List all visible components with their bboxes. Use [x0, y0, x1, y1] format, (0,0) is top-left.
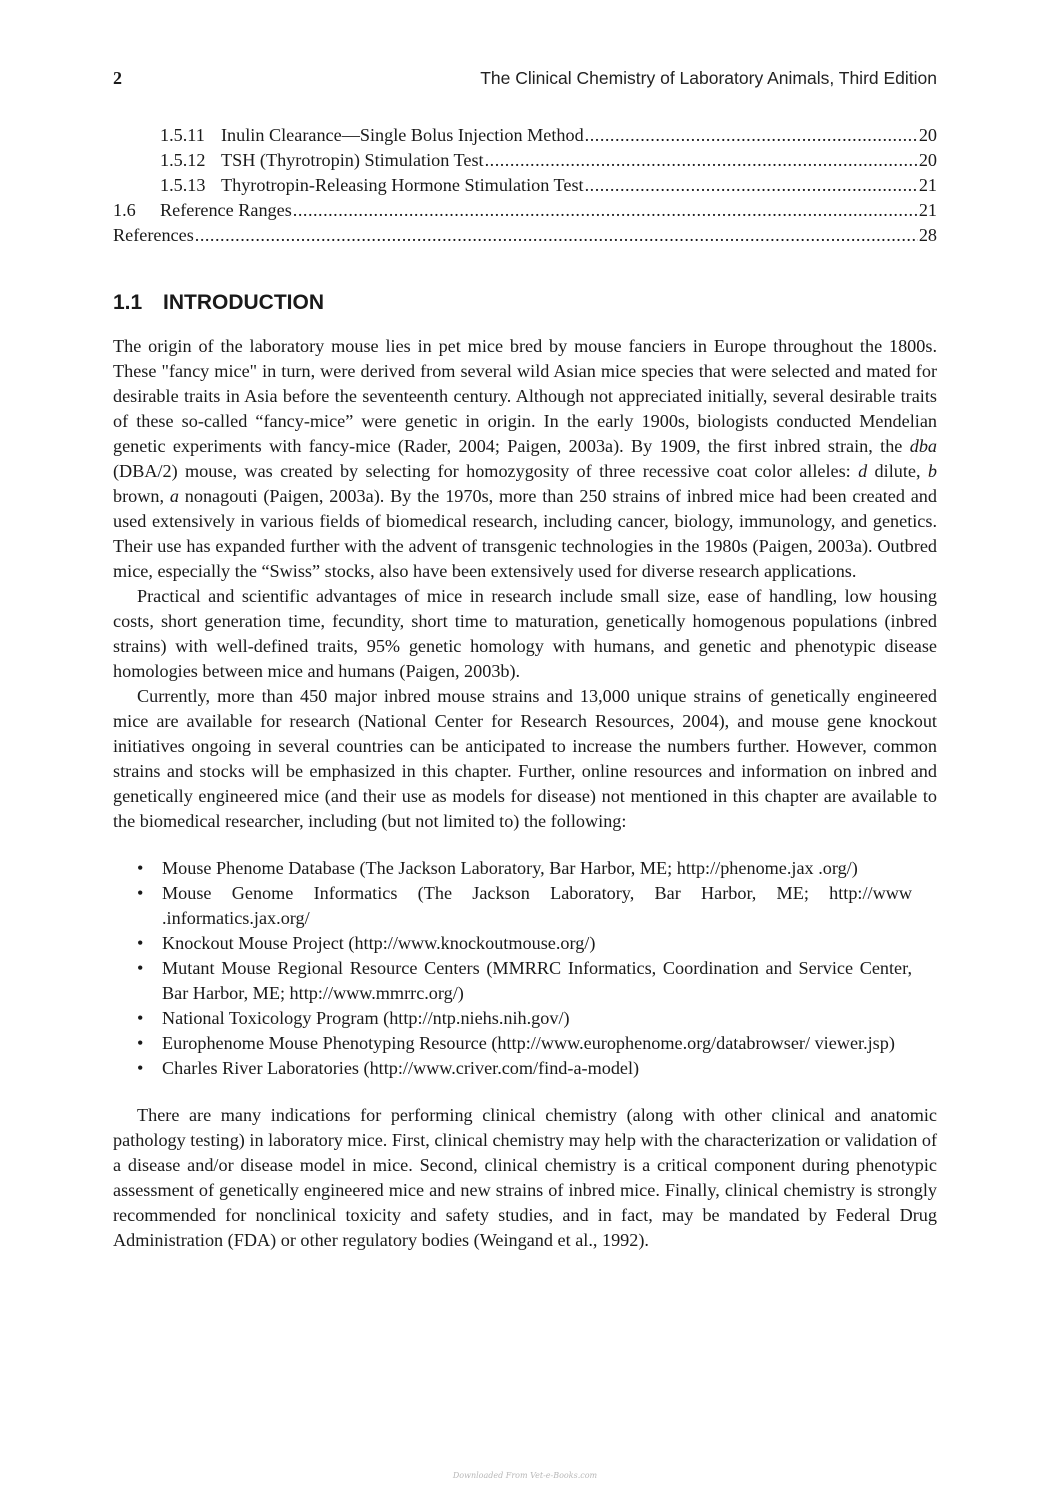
table-of-contents — [113, 123, 937, 248]
page-number: 2 — [113, 68, 122, 88]
paragraph — [113, 334, 937, 584]
toc-entry-number: 1.5.13 — [160, 175, 206, 195]
dot-leader — [585, 123, 918, 148]
text-run: The origin of the laboratory mouse lies in pet mice bred by mouse fanciers in Europe throughout the 1800s. These "fancy mice" in turn, were derived from several wild Asian mice species that were selected and mated for desirable traits in Asia before the seventeenth century. Although not appreciated initially, several desirable traits of these so-called “fancy-mice” were genetic in origin. In the early 1900s, biologists conducted Mendelian genetic experiments with fancy-mice (Rader, 2004; Paigen, 2003a). By 1909, the first inbred strain, the — [113, 336, 937, 457]
italic-term: b — [927, 461, 937, 482]
dot-leader — [195, 223, 918, 248]
toc-entry-page: 21 — [918, 175, 937, 195]
list-item[interactable] — [137, 1056, 912, 1081]
toc-entry-page: 28 — [918, 225, 937, 245]
text-run: brown, — [113, 486, 170, 507]
bullet-icon: • — [137, 1058, 144, 1079]
toc-entry[interactable] — [113, 148, 937, 173]
toc-entry-number: 1.5.11 — [160, 125, 205, 145]
section-title: INTRODUCTION — [163, 291, 324, 314]
list-item[interactable] — [137, 1031, 912, 1056]
toc-entry-title: References — [113, 225, 194, 245]
italic-term: dba — [909, 436, 937, 457]
toc-entry-page: 20 — [918, 150, 937, 170]
dot-leader — [293, 198, 918, 223]
paragraph: Practical and scientific advantages of mice in research include small size, ease of handling, low housing costs, short generation time, fecundity, short time to maturation, genetically homogenous populations (inbred strains) with well-defined traits, 95% genetic homology with humans, and genetic and phenotypic disease homologies between mice and humans (Paigen, 2003b). — [113, 586, 937, 682]
bullet-icon: • — [137, 858, 144, 879]
list-item-text: Charles River Laboratories (http://www.criver.com/find-a-model) — [162, 1058, 640, 1079]
toc-entry-title: Reference Ranges — [160, 200, 292, 220]
bullet-icon: • — [137, 933, 144, 954]
text-run: dilute, — [867, 461, 928, 482]
bullet-icon: • — [137, 958, 144, 979]
toc-entry-page: 20 — [918, 125, 937, 145]
bullet-icon: • — [137, 883, 144, 904]
list-item[interactable] — [137, 856, 912, 881]
italic-term: a — [169, 486, 179, 507]
toc-entry-title: Thyrotropin-Releasing Hormone Stimulation Test — [221, 175, 584, 195]
toc-entry-number: 1.6 — [113, 200, 136, 220]
toc-entry[interactable] — [113, 198, 937, 223]
list-item-text: Mouse Genome Informatics (The Jackson Laboratory, Bar Harbor, ME; http://www .informatics.jax.org/ — [162, 883, 912, 929]
text-run: (DBA/2) mouse, was created by selecting for homozygosity of three recessive coat color alleles: — [113, 461, 859, 482]
list-item-text: Europhenome Mouse Phenotyping Resource (http://www.europhenome.org/databrowser/ viewer.jsp) — [162, 1033, 895, 1054]
list-item-text: Mutant Mouse Regional Resource Centers (MMRRC Informatics, Coordination and Service Center, Bar Harbor, ME; http://www.mmrrc.org/) — [162, 958, 912, 1004]
paragraph: There are many indications for performing clinical chemistry (along with other clinical and anatomic pathology testing) in laboratory mice. First, clinical chemistry may help with the characterization or validation of a disease and/or disease model in mice. Second, clinical chemistry is a critical component during phenotypic assessment of genetically engineered mice and new strains of inbred mice. Finally, clinical chemistry is strongly recommended for nonclinical toxicity and safety studies, and in fact, may be mandated by Federal Drug Administration (FDA) or other regulatory bodies (Weingand et al., 1992). — [113, 1105, 937, 1251]
bullet-icon: • — [137, 1008, 144, 1029]
italic-term: d — [858, 461, 868, 482]
section-number: 1.1 — [113, 291, 143, 314]
toc-entry-number: 1.5.12 — [160, 150, 206, 170]
toc-entry[interactable] — [113, 123, 937, 148]
list-item[interactable] — [137, 931, 912, 956]
section-body — [113, 334, 937, 1253]
list-item-text: Knockout Mouse Project (http://www.knockoutmouse.org/) — [162, 933, 596, 954]
resource-list — [113, 856, 937, 1081]
list-item[interactable] — [137, 1006, 912, 1031]
list-item[interactable] — [137, 956, 912, 1006]
toc-entry-page: 21 — [918, 200, 937, 220]
dot-leader — [485, 148, 918, 173]
list-item-text: National Toxicology Program (http://ntp.niehs.nih.gov/) — [162, 1008, 570, 1029]
text-run: nonagouti (Paigen, 2003a). By the 1970s, more than 250 strains of inbred mice had been created and used extensively in various fields of biomedical research, including cancer, biology, immunology, and genetics. Their use has expanded further with the advent of transgenic technologies in the 1980s (Paigen, 2003a). Outbred mice, especially the “Swiss” stocks, also have been extensively used for diverse research applications. — [113, 486, 937, 582]
watermark: Downloaded From Vet-e-Books.com — [452, 1471, 598, 1480]
dot-leader — [585, 173, 918, 198]
list-item[interactable] — [137, 881, 912, 931]
document-page — [113, 68, 937, 1253]
toc-entry[interactable] — [113, 173, 937, 198]
list-item-text: Mouse Phenome Database (The Jackson Laboratory, Bar Harbor, ME; http://phenome.jax .org/) — [162, 858, 858, 879]
running-header — [113, 68, 937, 96]
section-heading — [113, 291, 937, 317]
bullet-icon: • — [137, 1033, 144, 1054]
paragraph: Currently, more than 450 major inbred mouse strains and 13,000 unique strains of genetically engineered mice are available for research (National Center for Research Resources, 2004), and mouse gene knockout initiatives ongoing in several countries can be anticipated to increase the numbers further. However, common strains and stocks will be emphasized in this chapter. Further, online resources and information on inbred and genetically engineered mice (and their use as models for disease) not mentioned in this chapter are available to the biomedical researcher, including (but not limited to) the following: — [113, 686, 937, 832]
toc-entry[interactable] — [113, 223, 937, 248]
book-title: The Clinical Chemistry of Laboratory Animals, Third Edition — [480, 68, 937, 88]
toc-entry-title: Inulin Clearance—Single Bolus Injection Method — [221, 125, 584, 145]
toc-entry-title: TSH (Thyrotropin) Stimulation Test — [221, 150, 484, 170]
